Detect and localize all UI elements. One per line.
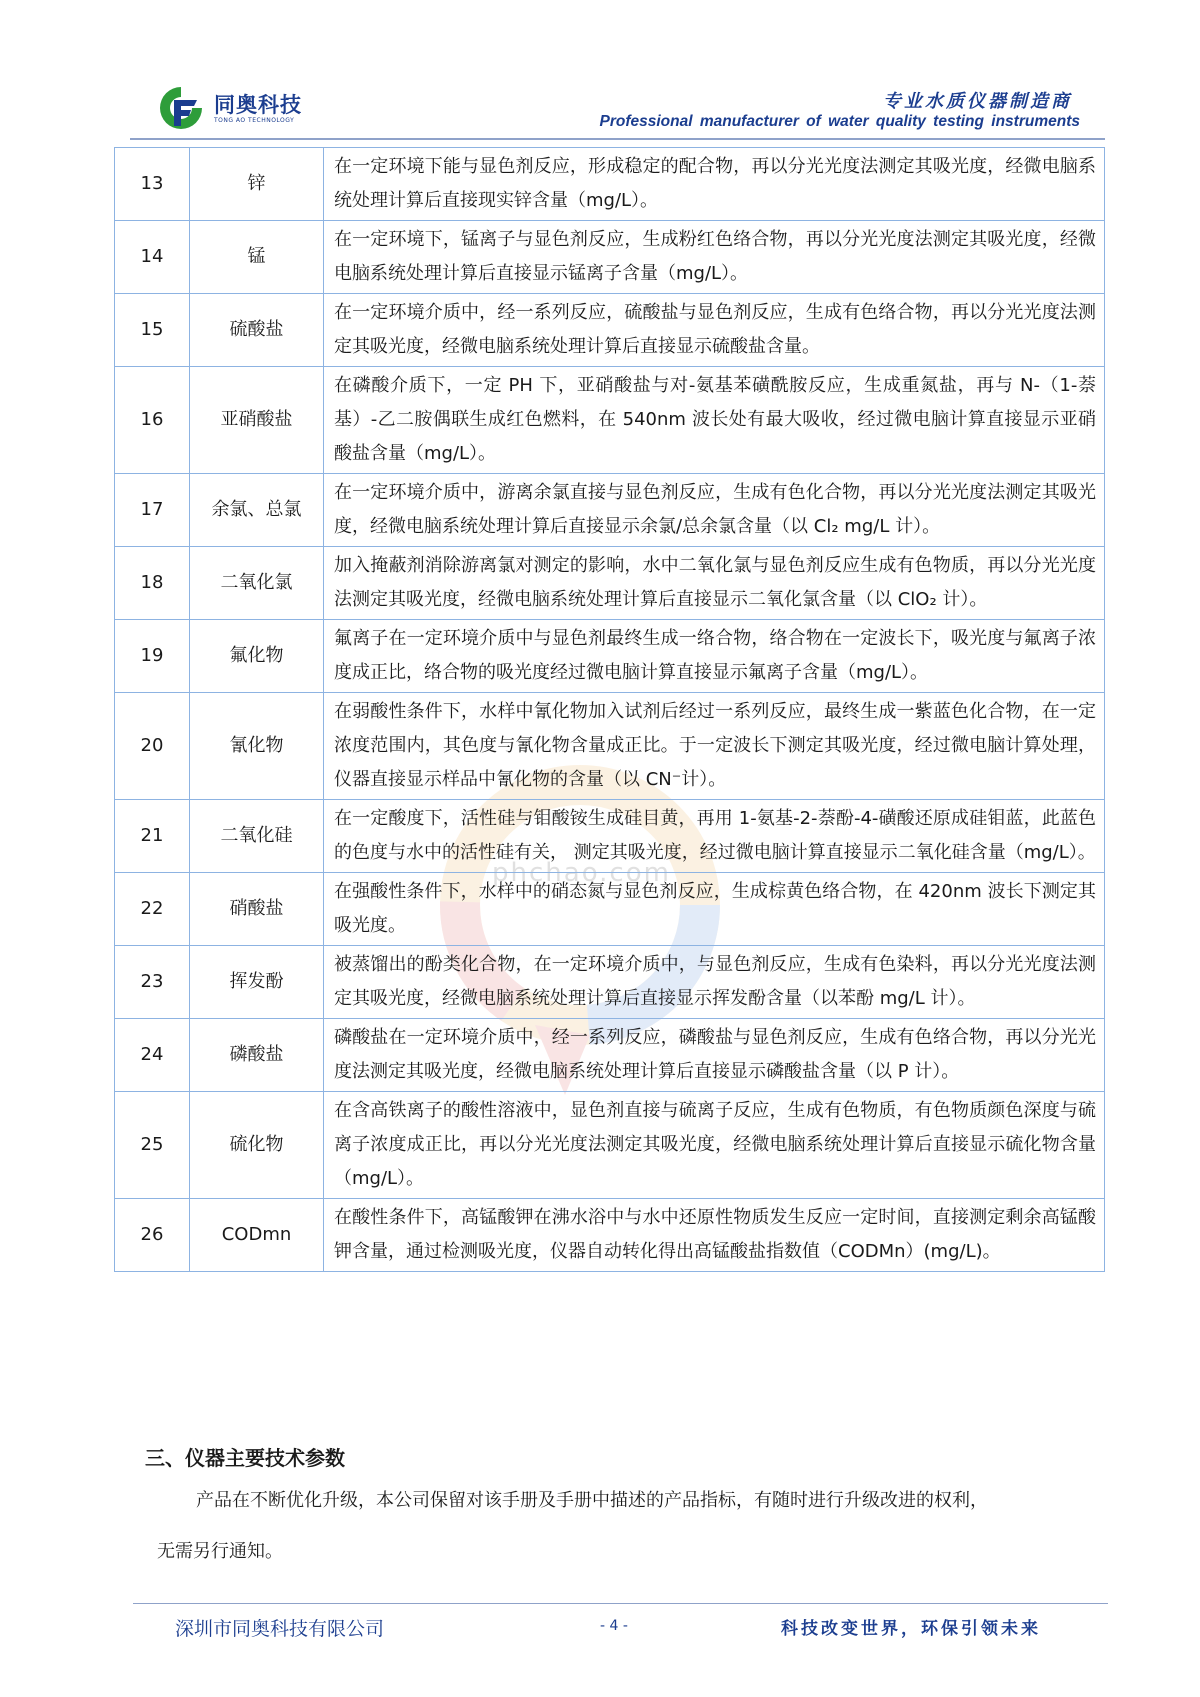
table-row [115,221,1105,294]
table-row [115,800,1105,873]
row-number: 16 [115,367,190,474]
method-description: 在含高铁离子的酸性溶液中，显色剂直接与硫离子反应，生成有色物质，有色物质颜色深度与硫离子浓度成正比，再以分光光度法测定其吸光度，经微电脑系统处理计算后直接显示硫化物含量（mg/L）。 [324,1092,1105,1199]
item-name: 二氧化氯 [190,547,324,620]
table-row [115,946,1105,1019]
method-description: 在酸性条件下，高锰酸钾在沸水浴中与水中还原性物质发生反应一定时间，直接测定剩余高锰酸钾含量，通过检测吸光度，仪器自动转化得出高锰酸盐指数值（CODMn）(mg/L)。 [324,1199,1105,1272]
table-row [115,294,1105,367]
item-name: 硫酸盐 [190,294,324,367]
item-name: 硝酸盐 [190,873,324,946]
row-number: 20 [115,693,190,800]
table-row [115,1092,1105,1199]
footer-divider [133,1603,1108,1604]
row-number: 21 [115,800,190,873]
row-number: 26 [115,1199,190,1272]
method-description: 在强酸性条件下，水样中的硝态氮与显色剂反应，生成棕黄色络合物，在 420nm 波长下测定其吸光度。 [324,873,1105,946]
item-name: 挥发酚 [190,946,324,1019]
item-name: 氟化物 [190,620,324,693]
watermark-text: phchao.com [492,858,671,888]
method-description: 在一定环境介质中，经一系列反应，硫酸盐与显色剂反应，生成有色络合物，再以分光光度法测定其吸光度，经微电脑系统处理计算后直接显示硫酸盐含量。 [324,294,1105,367]
item-name: 锌 [190,148,324,221]
method-table [114,147,1105,1272]
section-paragraph-line1: 产品在不断优化升级，本公司保留对该手册及手册中描述的产品指标，有随时进行升级改进的权利， [196,1490,988,1511]
method-description: 在一定酸度下，活性硅与钼酸铵生成硅目黄，再用 1-氨基-2-萘酚-4-磺酸还原成硅钼蓝，此蓝色的色度与水中的活性硅有关， 测定其吸光度，经过微电脑计算直接显示二氧化硅含量（mg/L）。 [324,800,1105,873]
method-description: 被蒸馏出的酚类化合物，在一定环境介质中，与显色剂反应，生成有色染料，再以分光光度法测定其吸光度，经微电脑系统处理计算后直接显示挥发酚含量（以苯酚 mg/L 计）。 [324,946,1105,1019]
item-name: 余氯、总氯 [190,474,324,547]
item-name: 二氧化硅 [190,800,324,873]
header-divider [130,138,1105,140]
row-number: 14 [115,221,190,294]
table-row [115,474,1105,547]
table-row [115,1199,1105,1272]
item-name: 锰 [190,221,324,294]
item-name: 亚硝酸盐 [190,367,324,474]
logo-mark-icon [157,84,205,130]
method-description: 磷酸盐在一定环境介质中，经一系列反应，磷酸盐与显色剂反应，生成有色络合物，再以分光光度法测定其吸光度，经微电脑系统处理计算后直接显示磷酸盐含量（以 P 计）。 [324,1019,1105,1092]
item-name: 硫化物 [190,1092,324,1199]
item-name: CODmn [190,1199,324,1272]
row-number: 13 [115,148,190,221]
page-header [0,0,1200,145]
item-name: 氰化物 [190,693,324,800]
method-description: 在一定环境下能与显色剂反应，形成稳定的配合物，再以分光光度法测定其吸光度，经微电脑系统处理计算后直接现实锌含量（mg/L）。 [324,148,1105,221]
item-name: 磷酸盐 [190,1019,324,1092]
method-description: 在一定环境介质中，游离余氯直接与显色剂反应，生成有色化合物，再以分光光度法测定其吸光度，经微电脑系统处理计算后直接显示余氯/总余氯含量（以 Cl₂ mg/L 计）。 [324,474,1105,547]
row-number: 23 [115,946,190,1019]
table-row [115,148,1105,221]
method-description: 在一定环境下，锰离子与显色剂反应，生成粉红色络合物，再以分光光度法测定其吸光度，经微电脑系统处理计算后直接显示锰离子含量（mg/L）。 [324,221,1105,294]
table-row [115,693,1105,800]
method-description: 在弱酸性条件下，水样中氰化物加入试剂后经过一系列反应，最终生成一紫蓝色化合物，在一定浓度范围内，其色度与氰化物含量成正比。于一定波长下测定其吸光度，经过微电脑计算处理，仪器直接显示样品中氰化物的含量（以 CN⁻计）。 [324,693,1105,800]
row-number: 15 [115,294,190,367]
method-description: 氟离子在一定环境介质中与显色剂最终生成一络合物，络合物在一定波长下，吸光度与氟离子浓度成正比，络合物的吸光度经过微电脑计算直接显示氟离子含量（mg/L）。 [324,620,1105,693]
company-logo-subtext: TONG AO TECHNOLOGY [214,117,295,124]
header-slogan-cn: 专业水质仪器制造商 [883,91,1072,112]
row-number: 18 [115,547,190,620]
method-description: 在磷酸介质下，一定 PH 下，亚硝酸盐与对-氨基苯磺酰胺反应，生成重氮盐，再与 N-（1-萘基）-乙二胺偶联生成红色燃料，在 540nm 波长处有最大吸收，经过微电脑计算直接显示亚硝酸盐含量（mg/L）。 [324,367,1105,474]
table-row [115,620,1105,693]
row-number: 19 [115,620,190,693]
row-number: 22 [115,873,190,946]
table-row [115,367,1105,474]
method-description: 加入掩蔽剂消除游离氯对测定的影响，水中二氧化氯与显色剂反应生成有色物质，再以分光光度法测定其吸光度，经微电脑系统处理计算后直接显示二氧化氯含量（以 ClO₂ 计）。 [324,547,1105,620]
table-row [115,1019,1105,1092]
page-number: - 4 - [600,1618,628,1634]
company-logo-text: 同奥科技 [214,93,302,117]
footer-company: 深圳市同奥科技有限公司 [175,1618,385,1640]
section-paragraph-line2: 无需另行通知。 [157,1541,283,1562]
row-number: 17 [115,474,190,547]
table-row [115,547,1105,620]
row-number: 25 [115,1092,190,1199]
section-heading: 三、仪器主要技术参数 [145,1446,345,1470]
footer-motto: 科技改变世界，环保引领未来 [781,1619,1041,1639]
header-slogan-en: Professional manufacturer of water quality testing instruments [599,113,1080,130]
table-row [115,873,1105,946]
row-number: 24 [115,1019,190,1092]
